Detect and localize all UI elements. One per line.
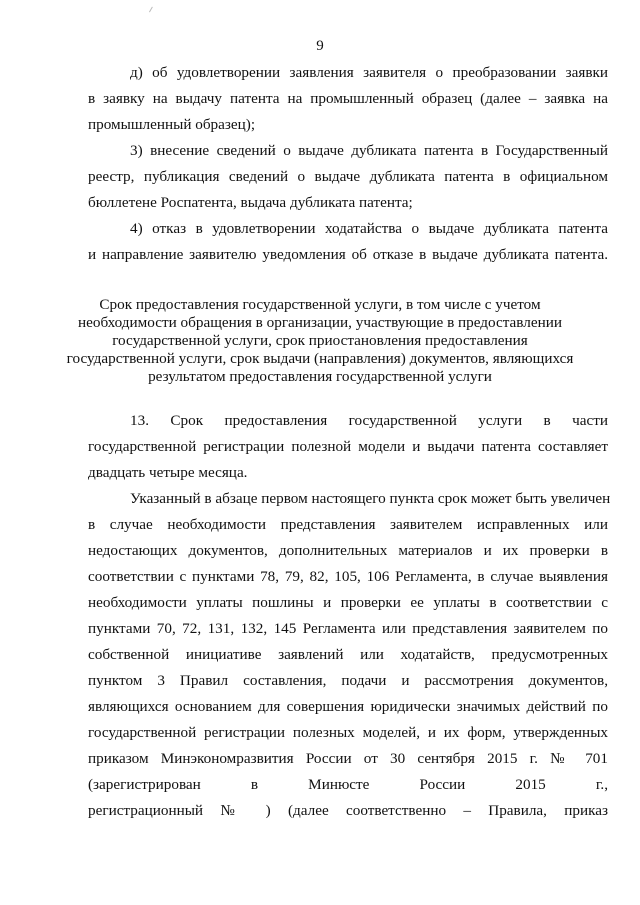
text-line: государственной регистрации полезных моделей, и их форм, утвержденных [88,724,608,741]
section-heading-line: необходимости обращения в организации, участвующие в предоставлении [78,314,562,331]
text-line: реестр, публикация сведений о выдаче дубликата патента в официальном [88,168,608,185]
text-line: Указанный в абзаце первом настоящего пункта срок может быть увеличен [130,490,611,507]
text-line: регистрационный № ) (далее соответственно – Правила, приказ [88,802,608,819]
text-line: в случае необходимости представления заявителем исправленных или [88,516,608,533]
scan-mark [149,7,158,16]
text-line: 13. Срок предоставления государственной услуги в части [130,412,608,429]
section-heading-line: государственной услуги, срок выдачи (направления) документов, являющихся [66,350,574,367]
text-line: недостающих документов, дополнительных материалов и их проверки в [88,542,608,559]
text-line: являющихся основанием для совершения юридически значимых действий по [88,698,608,715]
section-heading-line: Срок предоставления государственной услуги, в том числе с учетом [99,296,541,313]
text-line: в заявку на выдачу патента на промышленный образец (далее – заявка на [88,90,608,107]
text-line: пунктами 70, 72, 131, 132, 145 Регламента или представления заявителем по [88,620,608,637]
text-line: промышленный образец); [88,116,256,133]
page-number: 9 [316,38,324,54]
text-line: д) об удовлетворении заявления заявителя о преобразовании заявки [130,64,608,81]
text-line: пунктом 3 Правил составления, подачи и рассмотрения документов, [88,672,608,689]
text-line: и направление заявителю уведомления об отказе в выдаче дубликата патента. [88,246,608,263]
text-line: двадцать четыре месяца. [88,464,248,481]
text-line: собственной инициативе заявлений или ходатайств, предусмотренных [88,646,608,663]
text-line: приказом Минэкономразвития России от 30 сентября 2015 г. № 701 [88,750,608,767]
section-heading-line: результатом предоставления государственной услуги [148,368,492,385]
text-line: (зарегистрирован в Минюсте России 2015 г., [88,776,608,793]
text-line: соответствии с пунктами 78, 79, 82, 105, 106 Регламента, в случае выявления [88,568,608,585]
section-heading-line: государственной услуги, срок приостановления предоставления [112,332,528,349]
text-line: 3) внесение сведений о выдаче дубликата патента в Государственный [130,142,608,159]
text-line: государственной регистрации полезной модели и выдачи патента составляет [88,438,608,455]
text-line: бюллетене Роспатента, выдача дубликата патента; [88,194,413,211]
text-line: необходимости уплаты пошлины и проверки ее уплаты в соответствии с [88,594,608,611]
text-line: 4) отказ в удовлетворении ходатайства о выдаче дубликата патента [130,220,608,237]
